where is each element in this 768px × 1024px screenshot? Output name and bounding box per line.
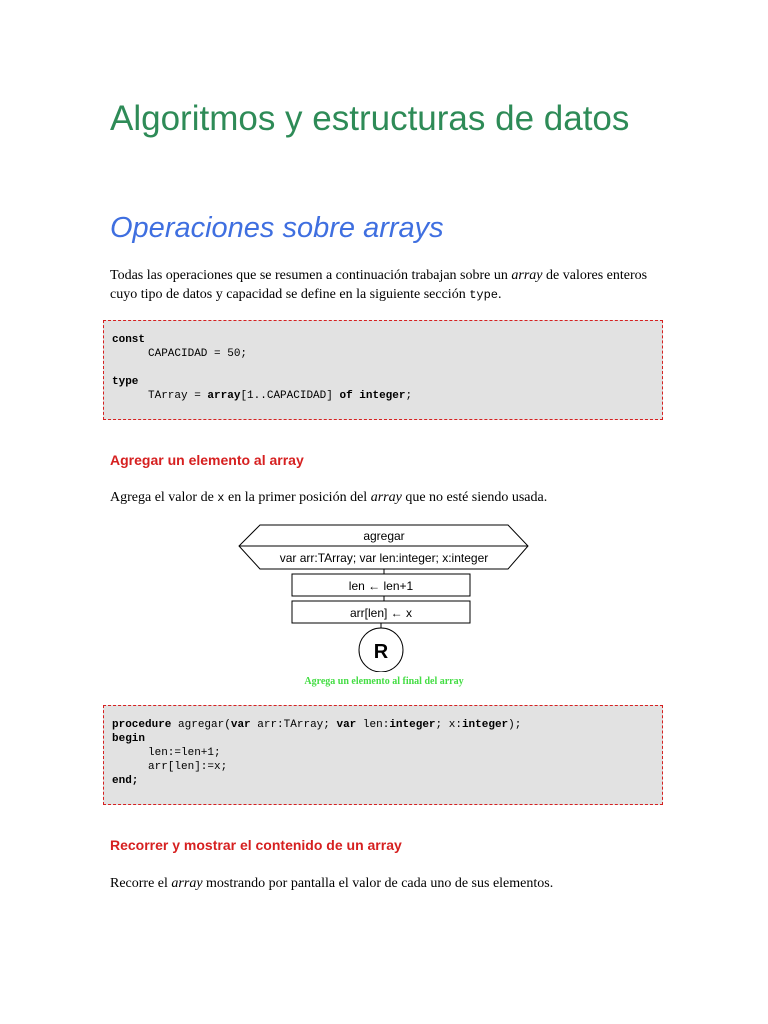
code-line [112, 760, 654, 774]
code-text: arr:TArray; [250, 719, 337, 731]
code-keyword: var [336, 719, 357, 731]
code-keyword: procedure [112, 719, 172, 731]
code-keyword: array [207, 390, 241, 402]
code-keyword: integer [389, 719, 436, 731]
code-keyword: integer [461, 719, 509, 731]
code-text: arr[len]:=x; [148, 761, 228, 773]
desc-code: x [217, 491, 225, 505]
code-keyword: integer [359, 390, 406, 402]
code-keyword: var [230, 719, 251, 731]
desc-text-3: que no esté siendo usada. [401, 490, 548, 505]
intro-paragraph [110, 266, 666, 305]
code-text: TArray = [148, 390, 208, 402]
flowchart-diagram [238, 524, 530, 672]
code-line [112, 718, 654, 732]
code-keyword: begin [112, 733, 146, 745]
code-keyword: of [339, 390, 353, 402]
code-text: [1..CAPACIDAD] [240, 390, 340, 402]
intro-text-2: de valores enteros cuyo tipo de datos y capacidad se define en la siguiente sección [110, 268, 648, 302]
code-text: CAPACIDAD = 50; [148, 348, 248, 360]
code-line [112, 732, 654, 746]
flowchart-params-label: var arr:TArray; var len:integer; x:integer [279, 551, 489, 565]
code-blank-line [112, 361, 654, 375]
page-title: Algoritmos y estructuras de datos [110, 99, 630, 138]
intro-text: Todas las operaciones que se resumen a continuación trabajan sobre un [110, 268, 512, 283]
desc-italic: array [370, 490, 402, 505]
desc-italic: array [171, 876, 203, 891]
desc-text: Recorre el [110, 876, 172, 891]
desc-text: Agrega el valor de [110, 490, 218, 505]
type-code-block [103, 320, 663, 420]
desc-text-2: en la primer posición del [224, 490, 371, 505]
recorrer-description [110, 874, 666, 893]
intro-italic: array [511, 268, 543, 283]
code-text: ); [508, 719, 522, 731]
code-line [112, 746, 654, 760]
code-keyword: const [112, 334, 146, 346]
flowchart-end-label: R [373, 641, 389, 663]
code-text: agregar( [171, 719, 231, 731]
agregar-description [110, 488, 666, 508]
heading-agregar: Agregar un elemento al array [110, 452, 304, 468]
code-line [112, 347, 654, 361]
code-text: len: [356, 719, 390, 731]
desc-text-2: mostrando por pantalla el valor de cada uno de sus elementos. [202, 876, 554, 891]
intro-text-3: . [498, 287, 502, 302]
code-text: ; [405, 390, 413, 402]
code-text: len:=len+1; [148, 747, 221, 759]
intro-code: type [469, 288, 499, 302]
figure-caption: Agrega un elemento al final del array [304, 676, 464, 687]
code-keyword: type [112, 376, 139, 388]
section-title: Operaciones sobre arrays [110, 212, 444, 244]
code-line [112, 774, 654, 788]
code-line [112, 375, 654, 389]
code-line [112, 333, 654, 347]
flowchart-step-1-label: len ← len+1 [348, 579, 414, 593]
flowchart-header-label: agregar [363, 529, 405, 543]
code-text: ; x: [435, 719, 462, 731]
flowchart-step-2-label: arr[len] ← x [349, 606, 413, 620]
agregar-code-block [103, 705, 663, 805]
heading-recorrer: Recorrer y mostrar el contenido de un array [110, 837, 402, 853]
code-keyword: end; [112, 775, 139, 787]
code-line [112, 389, 654, 403]
